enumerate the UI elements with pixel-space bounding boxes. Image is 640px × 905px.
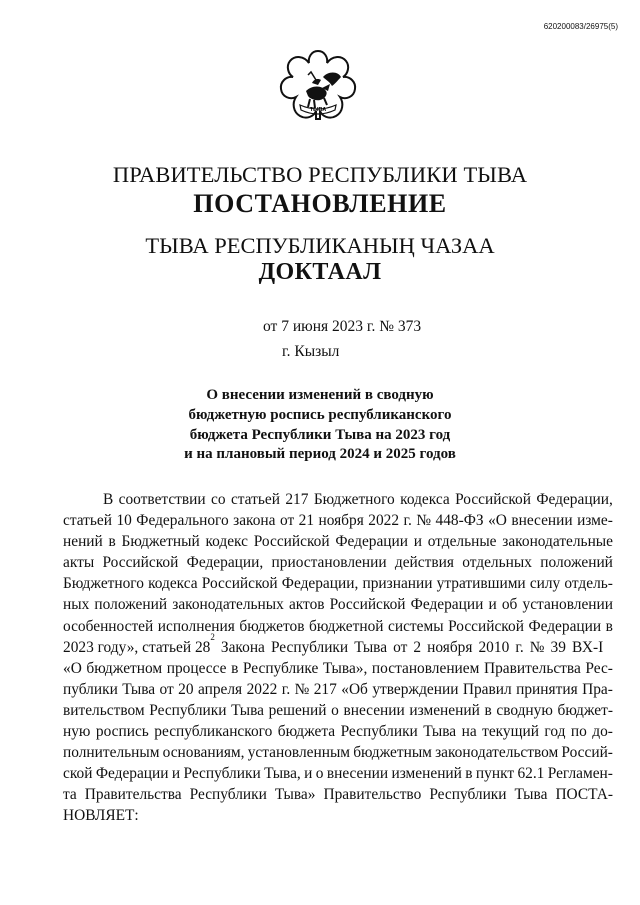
body-word: Федерации, [536,491,613,508]
body-word: в [231,659,239,677]
emblem-ribbon-text: ТЫВА [309,107,327,113]
body-line [63,805,613,826]
body-word: 21 [298,512,315,530]
body-word: статьей [63,512,112,530]
body-word: исполнения [157,617,235,635]
body-word: пункт [475,765,515,783]
body-word: 62.1 [517,765,545,783]
body-word: кодекса [400,491,450,508]
body-line [63,721,613,742]
body-word: бюджетов [239,617,305,635]
body-word: Федерации [335,533,409,551]
body-word: от [159,680,174,698]
body-word: Федерации, [186,554,264,572]
decree-city: г. Кызыл [282,343,340,360]
subject-line: бюджетную роспись республиканского [188,406,452,423]
body-word: г. [281,680,291,698]
body-word: утверждении [372,680,459,698]
body-word: кодекса [148,575,198,593]
body-word: Бюджетный [121,533,200,551]
body-line [63,573,613,594]
body-word: Республики [429,786,507,804]
body-word: действия [394,554,454,572]
body-word: Российской [201,575,278,593]
body-word: в [484,701,492,719]
body-word: и [413,533,422,551]
decree-body [63,489,613,827]
body-word: Рес- [585,659,613,677]
body-text-segment: 2023 году», статьей 28 [63,638,211,656]
body-word: Правительства [483,659,581,677]
subject-line: и на плановый период 2024 и 2025 годов [184,446,456,463]
body-word: отдельные [427,533,497,551]
body-word: 10 [116,512,132,530]
body-word: Тыва [231,701,264,719]
body-word: о [315,765,324,783]
body-word: ПОСТА- [555,786,613,804]
body-word: Российской [329,596,406,614]
body-word: Федерального [136,512,229,530]
body-word: бюджет- [557,701,613,719]
body-word: год [544,723,566,741]
body-word: № [294,680,310,698]
body-line [63,531,613,552]
body-word: актов [288,596,325,614]
body-word: положений [540,554,613,572]
body-line [63,616,613,637]
body-word: основаниям, [162,744,245,762]
body-line [63,489,613,510]
body-word: «Об [341,680,368,698]
body-word: о [331,701,339,719]
body-word: «О [63,659,82,677]
body-word: Тыва» [274,786,316,804]
body-word: силу [529,575,561,593]
body-word: Тыва [514,786,548,804]
body-word: отдель- [564,575,613,593]
body-word: Регламен- [547,765,613,783]
body-word: г. [403,512,412,530]
body-word: бюджетным [353,744,432,762]
body-word: вительством [63,701,145,719]
body-word: 217 [313,680,337,698]
body-word: 217 [285,491,309,508]
body-word: Тыва», [322,659,368,677]
body-line [63,763,613,784]
body-word: системы [388,617,444,635]
body-word: публики [63,680,118,698]
body-word: Правительства [84,786,182,804]
decree-title-ru: ПОСТАНОВЛЕНИЕ [193,189,447,218]
decree-subject [0,386,640,465]
body-word: в [605,617,613,635]
body-word: ноября [318,512,364,530]
body-word: Федерации [410,596,484,614]
body-word: Республики [183,765,261,783]
body-line [63,742,613,763]
body-line [63,658,613,679]
body-word: об [501,596,518,614]
body-word: бюджетной [308,617,384,635]
body-line [63,552,613,573]
body-word: бюджетном [86,659,163,677]
body-word: та [63,786,77,804]
subject-line: бюджета Республики Тыва на 2023 год [189,426,451,443]
body-word: нений [63,533,103,551]
body-word: 2022 [368,512,400,530]
body-word: ных [63,596,90,614]
body-word: Республики [340,723,418,741]
body-word: Тыва [423,723,457,741]
body-word: роспись [95,723,149,741]
body-word: положений [94,596,168,614]
body-word: соответствии [118,491,206,508]
body-word: в [465,765,473,783]
body-word: Российской [102,554,179,572]
body-word: Тыва [122,680,156,698]
body-word: Тыва, [264,765,301,783]
body-word: сводную [496,701,553,719]
government-title-ru: ПРАВИТЕЛЬСТВО РЕСПУБЛИКИ ТЫВА [112,162,528,187]
body-line [63,679,613,700]
decree-title-tyv: ДОКТААЛ [258,259,382,285]
body-word: внесении [343,701,405,719]
document-number: 620200083/26975(5) [543,22,618,31]
body-word: внесении [326,765,389,783]
body-word: полнительным [63,744,160,762]
body-word: законодательные [502,533,613,551]
body-word: Российской [448,617,524,635]
subject-line: О внесении изменений в сводную [206,387,434,403]
body-word: республиканского [154,723,273,741]
body-word: акты [63,554,95,572]
body-word: № [416,512,432,530]
body-word: кодекс [205,533,248,551]
body-word: постановлением [371,659,480,677]
body-word: Правительство [323,786,422,804]
body-word: статьей [230,491,280,508]
body-word: приостановлении [271,554,387,572]
body-word: Республики [189,786,267,804]
body-word: Российской [253,533,330,551]
body-word: внесении [511,512,573,530]
body-word: от [279,512,295,530]
body-text-segment: Закона Республики Тыва от 2 ноября 2010 г. № 39 ВХ-I [214,638,604,656]
body-word: НОВЛЯЕТ: [63,807,139,825]
body-word: установлении [522,596,613,614]
body-word: утратившими [436,575,526,593]
body-word: процессе [166,659,227,677]
body-word: и [304,765,313,783]
body-word: апреля [197,680,243,698]
body-word: Федерации [528,617,602,635]
body-line [63,631,613,658]
body-word: решений [268,701,327,719]
body-word: 448-ФЗ [435,512,484,530]
body-word: со [211,491,226,508]
body-word: Федерации [95,765,169,783]
body-word: Республики [149,701,227,719]
body-word: Пра- [582,680,613,698]
tuva-emblem-icon [278,47,358,133]
body-word: Республике [242,659,319,677]
body-word: ской [63,765,93,783]
body-word: Бюджетного [313,491,395,508]
body-word: 2022 [246,680,278,698]
body-word: изменений [409,701,480,719]
body-word: и [488,596,497,614]
body-word: законодательных [172,596,284,614]
government-title-tyv: ТЫВА РЕСПУБЛИКАНЫҢ ЧАЗАА [145,233,495,258]
body-word: отдельных [462,554,532,572]
body-word: и [171,765,181,783]
body-word: ную [63,723,91,741]
body-word: бюджета [277,723,336,741]
body-word: Российской [455,491,531,508]
body-word: признании [362,575,433,593]
body-word: 20 [178,680,194,698]
superscript: 2 [210,631,215,642]
body-word: В [103,491,114,508]
body-word: законодательством [435,744,559,762]
body-word: закона [233,512,276,530]
body-word: особенностей [63,617,154,635]
body-word: по [570,723,587,741]
body-word: Федерации, [281,575,359,593]
body-word: принятия [516,680,578,698]
decree-date: от 7 июня 2023 г. № 373 [263,318,422,335]
body-line [63,594,613,615]
body-word: текущий [482,723,539,741]
body-word: изме- [577,512,613,530]
body-line [63,510,613,531]
body-word: Бюджетного [63,575,144,593]
body-line [63,700,613,721]
body-word: установленным [247,744,351,762]
body-word: на [461,723,477,741]
body-line [63,784,613,805]
body-word: до- [592,723,613,741]
body-word: в [108,533,116,551]
body-word: Правил [462,680,512,698]
body-word: изменений [391,765,462,783]
body-word: «О [488,512,507,530]
body-word: Россий- [561,744,613,762]
